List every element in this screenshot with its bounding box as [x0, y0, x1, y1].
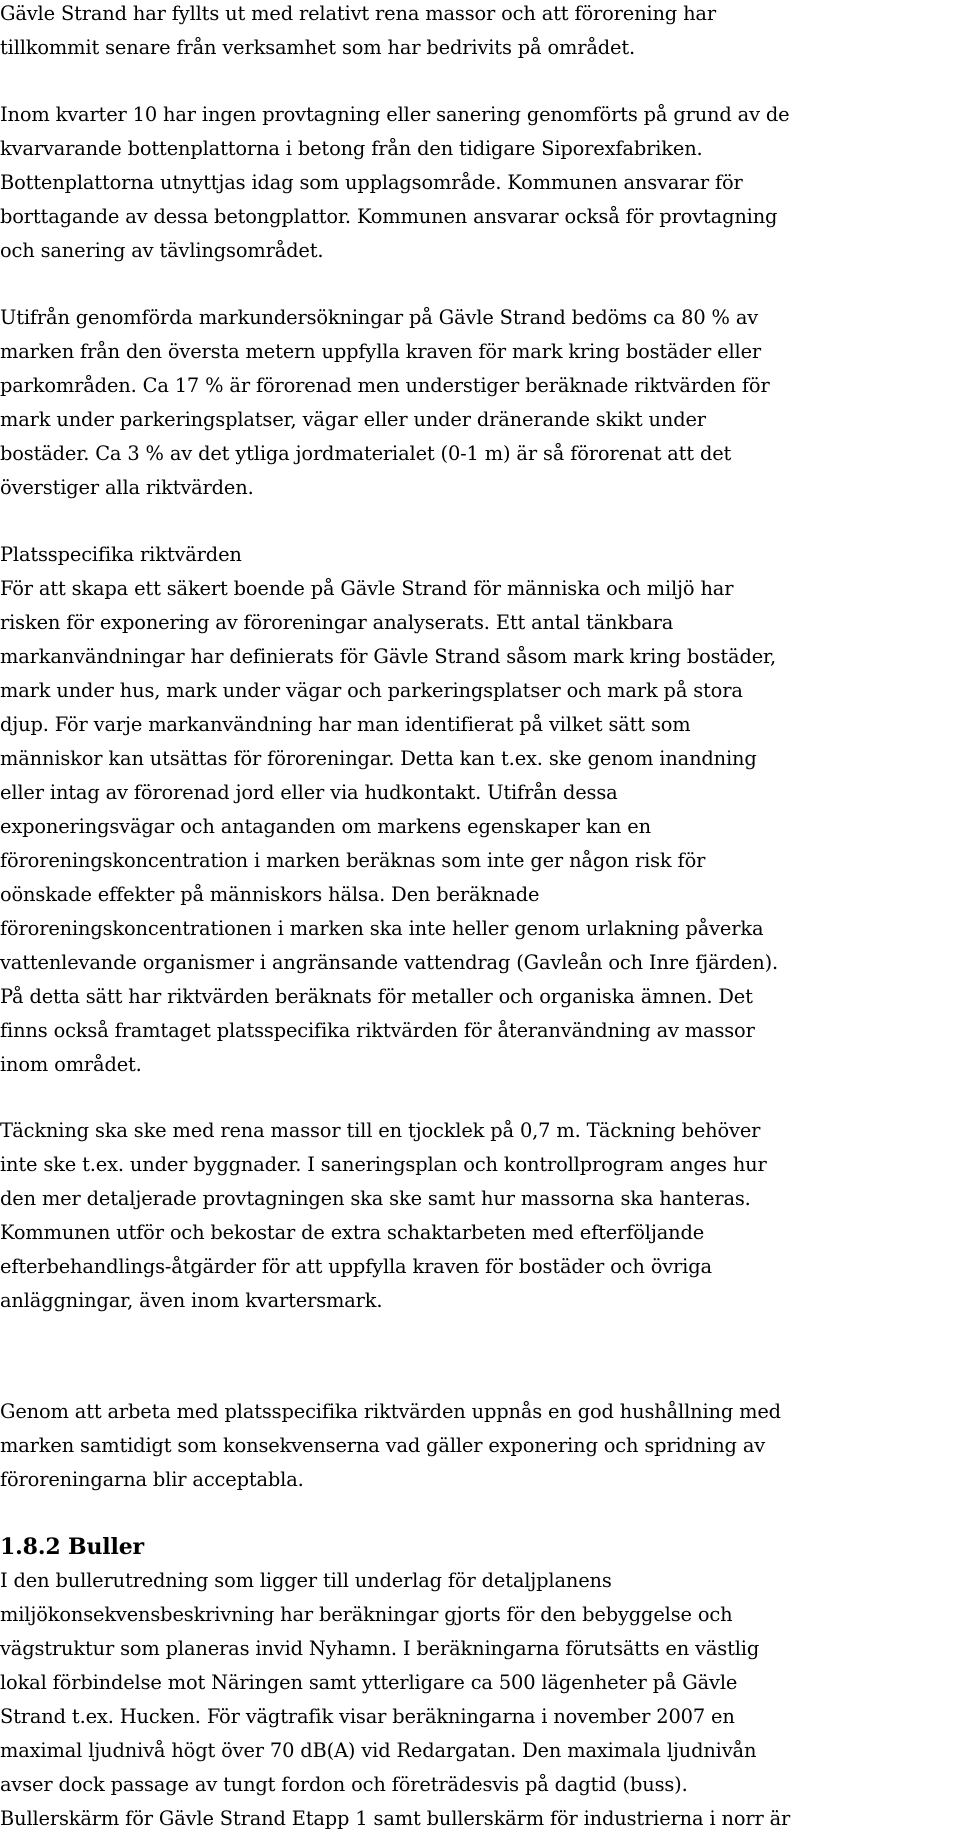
text-line: parkområden. Ca 17 % är förorenad men understiger beräknade riktvärden för: [0, 374, 770, 397]
text-line: maximal ljudnivå högt över 70 dB(A) vid Redargatan. Den maximala ljudnivån: [0, 1739, 757, 1762]
text-line: vattenlevande organismer i angränsande vattendrag (Gavleån och Inre fjärden).: [0, 951, 779, 974]
text-line: markanvändningar har definierats för Gävle Strand såsom mark kring bostäder,: [0, 645, 777, 668]
paragraph-platsspecifika-riktvarden: [0, 538, 960, 1082]
text-line: Utifrån genomförda markundersökningar på Gävle Strand bedöms ca 80 % av: [0, 306, 759, 329]
text-line: Kommunen utför och bekostar de extra schaktarbeten med efterföljande: [0, 1221, 705, 1244]
paragraph-intro: [0, 0, 960, 65]
text-line: inom området.: [0, 1053, 142, 1076]
paragraph-markundersokningar: [0, 301, 960, 505]
text-line: Täckning ska ske med rena massor till en tjocklek på 0,7 m. Täckning behöver: [0, 1119, 761, 1142]
text-line: avser dock passage av tungt fordon och företrädesvis på dagtid (buss).: [0, 1773, 688, 1796]
text-line: Bottenplattorna utnyttjas idag som upplagsområde. Kommunen ansvarar för: [0, 171, 743, 194]
text-line: På detta sätt har riktvärden beräknats för metaller och organiska ämnen. Det: [0, 985, 753, 1008]
paragraph-kvarter-10: [0, 98, 960, 268]
subheading-platsspecifika-riktvarden: Platsspecifika riktvärden: [0, 543, 242, 566]
text-line: mark under parkeringsplatser, vägar eller under dränerande skikt under: [0, 408, 706, 431]
text-line: överstiger alla riktvärden.: [0, 476, 254, 499]
text-line: djup. För varje markanvändning har man identifierat på vilket sätt som: [0, 713, 691, 736]
text-line: kvarvarande bottenplattorna i betong från den tidigare Siporexfabriken.: [0, 137, 703, 160]
text-line: tillkommit senare från verksamhet som har bedrivits på området.: [0, 36, 635, 59]
text-line: inte ske t.ex. under byggnader. I saneringsplan och kontrollprogram anges hur: [0, 1153, 767, 1176]
text-line: mark under hus, mark under vägar och parkeringsplatser och mark på stora: [0, 679, 743, 702]
text-line: finns också framtaget platsspecifika riktvärden för återanvändning av massor: [0, 1019, 755, 1042]
text-line: vägstruktur som planeras invid Nyhamn. I beräkningarna förutsätts en västlig: [0, 1637, 760, 1660]
text-line: föroreningskoncentration i marken beräknas som inte ger någon risk för: [0, 849, 706, 872]
text-line: marken från den översta metern uppfylla kraven för mark kring bostäder eller: [0, 340, 762, 363]
text-line: oönskade effekter på människors hälsa. Den beräknade: [0, 883, 540, 906]
text-line: anläggningar, även inom kvartersmark.: [0, 1289, 383, 1312]
paragraph-hushallning: [0, 1395, 960, 1497]
text-line: efterbehandlings-åtgärder för att uppfylla kraven för bostäder och övriga: [0, 1255, 712, 1278]
text-line: Strand t.ex. Hucken. För vägtrafik visar beräkningarna i november 2007 en: [0, 1705, 735, 1728]
text-line: risken för exponering av föroreningar analyserats. Ett antal tänkbara: [0, 611, 674, 634]
text-line: Genom att arbeta med platsspecifika riktvärden uppnås en god hushållning med: [0, 1400, 781, 1423]
text-line: marken samtidigt som konsekvenserna vad gäller exponering och spridning av: [0, 1434, 766, 1457]
paragraph-tackning: [0, 1114, 960, 1318]
text-line: föroreningarna blir acceptabla.: [0, 1468, 304, 1491]
text-line: föroreningskoncentrationen i marken ska inte heller genom urlakning påverka: [0, 917, 764, 940]
text-line: Bullerskärm för Gävle Strand Etapp 1 samt bullerskärm för industrierna i norr är: [0, 1807, 791, 1830]
text-line: exponeringsvägar och antaganden om markens egenskaper kan en: [0, 815, 651, 838]
section-heading: 1.8.2 Buller: [0, 1534, 144, 1560]
text-line: I den bullerutredning som ligger till underlag för detaljplanens: [0, 1569, 612, 1592]
text-line: och sanering av tävlingsområdet.: [0, 239, 324, 262]
text-line: Gävle Strand har fyllts ut med relativt rena massor och att förorening har: [0, 2, 716, 25]
text-line: lokal förbindelse mot Näringen samt ytterligare ca 500 lägenheter på Gävle: [0, 1671, 738, 1694]
text-line: miljökonsekvensbeskrivning har beräkningar gjorts för den bebyggelse och: [0, 1603, 733, 1626]
text-line: borttagande av dessa betongplattor. Kommunen ansvarar också för provtagning: [0, 205, 778, 228]
text-line: människor kan utsättas för föroreningar. Detta kan t.ex. ske genom inandning: [0, 747, 757, 770]
text-line: För att skapa ett säkert boende på Gävle Strand för människa och miljö har: [0, 577, 734, 600]
text-line: den mer detaljerade provtagningen ska ske samt hur massorna ska hanteras.: [0, 1187, 751, 1210]
text-line: Inom kvarter 10 har ingen provtagning eller sanering genomförts på grund av de: [0, 103, 790, 126]
text-line: eller intag av förorenad jord eller via hudkontakt. Utifrån dessa: [0, 781, 618, 804]
text-line: bostäder. Ca 3 % av det ytliga jordmaterialet (0-1 m) är så förorenat att det: [0, 442, 732, 465]
section-buller: [0, 1530, 960, 1836]
